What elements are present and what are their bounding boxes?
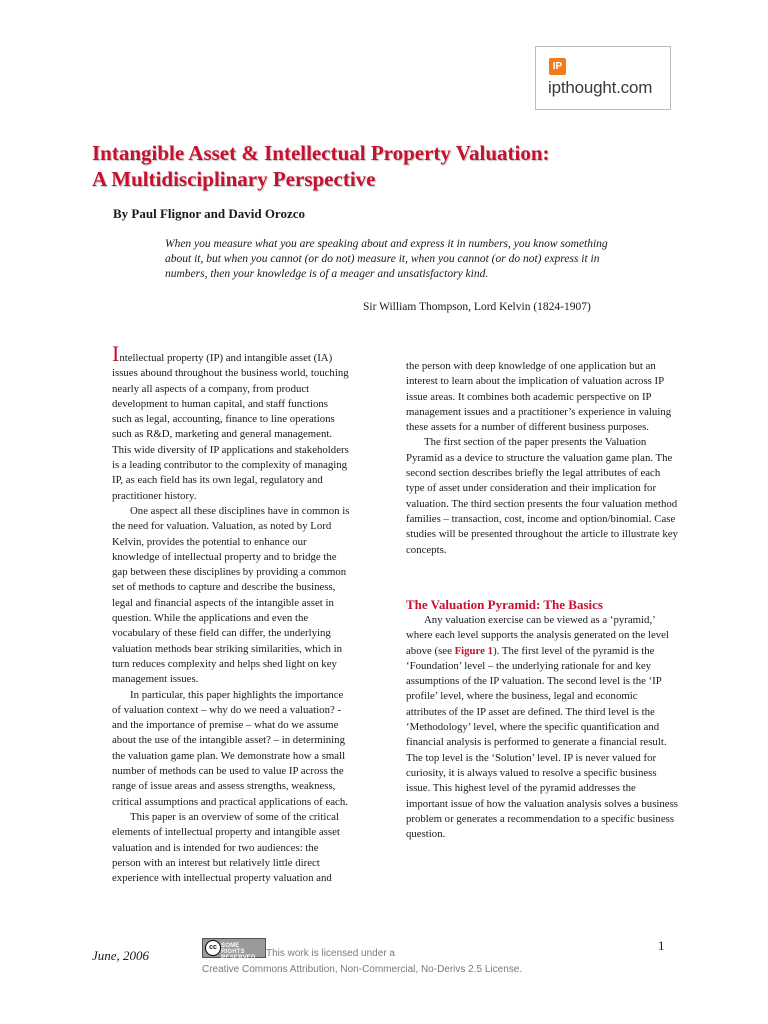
ip-logo-icon: IP	[549, 58, 566, 75]
right-column	[406, 359, 678, 558]
page-number: 1	[658, 938, 665, 953]
left-column	[112, 341, 350, 886]
paper-title	[92, 140, 652, 192]
paragraph-1-text: ntellectual property (IP) and intangible asset (IA) issues abound throughout the business world, touching nearly all aspects of a company, from product development to human capital, and staff functions such as legal, accounting, finance to line operations such as R&D, marketing and general management. This wide diversity of IP applications and stakeholders is a leading contributor to the complexity of managing IP, as each field has its own legal, regulatory and practitioner history.	[112, 352, 349, 502]
cc-icon: cc	[205, 940, 221, 956]
cc-badge-label: SOME RIGHTS RESERVED	[221, 943, 256, 961]
footer-date: June, 2006	[92, 948, 150, 963]
authors: By Paul Flignor and David Orozco	[113, 206, 306, 221]
title-line-1: Intangible Asset & Intellectual Property Valuation:	[92, 141, 550, 165]
paragraph-6: The first section of the paper presents the Valuation Pyramid as a device to structure the valuation game plan. The second section describes briefly the legal attributes of each type of asset under consideration and their implication for valuation. The third section presents the four valuation method families – transaction, cost, income and option/binomial. Case studies will be presented throughout the article to illustrate key concepts.	[406, 436, 678, 556]
paragraph-5: the person with deep knowledge of one application but an interest to learn about the implication of valuation across IP issue areas. It combines both academic perspective on IP management issues and a practitioner’s experience in valuing these assets for a number of different business purposes.	[406, 360, 672, 434]
right-column-section	[406, 613, 678, 842]
drop-cap: I	[112, 341, 120, 366]
section-heading: The Valuation Pyramid: The Basics	[406, 597, 603, 612]
figure-1-link[interactable]: Figure 1	[454, 644, 494, 657]
paragraph-4: This paper is an overview of some of the critical elements of intellectual property and intangible asset valuation and is intended for two audiences: the person with an interest but relatively little direct experience with intellectual property valuation and	[112, 810, 340, 885]
ipthought-logo	[535, 46, 671, 110]
epigraph-attribution: Sir William Thompson, Lord Kelvin (1824-1907)	[363, 301, 591, 313]
paragraph-7-text-b: ). The first level of the pyramid is the ‘Foundation’ level – the underlying rationale for and key assumptions of the IP valuation. The second level is the ‘IP profile’ level, where the business, legal and economic attributes of the IP asset are defined. The third level is the ‘Methodology’ level, where the specific quantification and financial analysis is performed to generate a financial result. The top level is the ‘Solution’ level. IP is never valued for curiosity, it is always valued to resolve a specific business issue. This highest level of the pyramid addresses the important issue of how the valuation analysis solves a business problem or generates a recommendation to a specific business question.	[406, 644, 678, 841]
title-line-2: A Multidisciplinary Perspective	[92, 167, 376, 191]
logo-text: ipthought.com	[548, 78, 653, 97]
paragraph-7-text-a: Any valuation exercise can be viewed as a ‘pyramid,’ where each level supports the analysis generated on the level above (see	[406, 614, 669, 657]
creative-commons-badge[interactable]	[202, 938, 266, 961]
paragraph-3: In particular, this paper highlights the importance of valuation context – why do we need a valuation? - and the importance of premise – what do we assume about the use of the intangible asset? – in determining the valuation game plan. We demonstrate how a small number of methods can be used to value IP across the range of issue areas and assess strengths, weakness, critical assumptions and practical applications of each.	[112, 688, 348, 808]
license-line-2: Creative Commons Attribution, Non-Commercial, No-Derivs 2.5 License.	[202, 964, 523, 975]
paragraph-7	[406, 613, 678, 842]
paragraph-1	[112, 341, 350, 504]
license-line-1: This work is licensed under a	[266, 948, 395, 959]
epigraph-quote: When you measure what you are speaking about and express it in numbers, you know something about it, but when you cannot (or do not) measure it, when you cannot (or do not) express it in numbers, then your knowledge is of a meager and unsatisfactory kind.	[165, 238, 608, 280]
paragraph-2: One aspect all these disciplines have in common is the need for valuation. Valuation, as noted by Lord Kelvin, provides the potential to enhance our knowledge of intellectual property and to bridge the gap between these disciplines by providing a common set of methods to capture and describe the business, legal and financial aspects of the intangible asset in question. While the applications and even the vocabulary of these field can differ, the underlying valuation methods bear striking similarities, which in turn reduces complexity and helps shed light on key management issues.	[112, 504, 350, 686]
